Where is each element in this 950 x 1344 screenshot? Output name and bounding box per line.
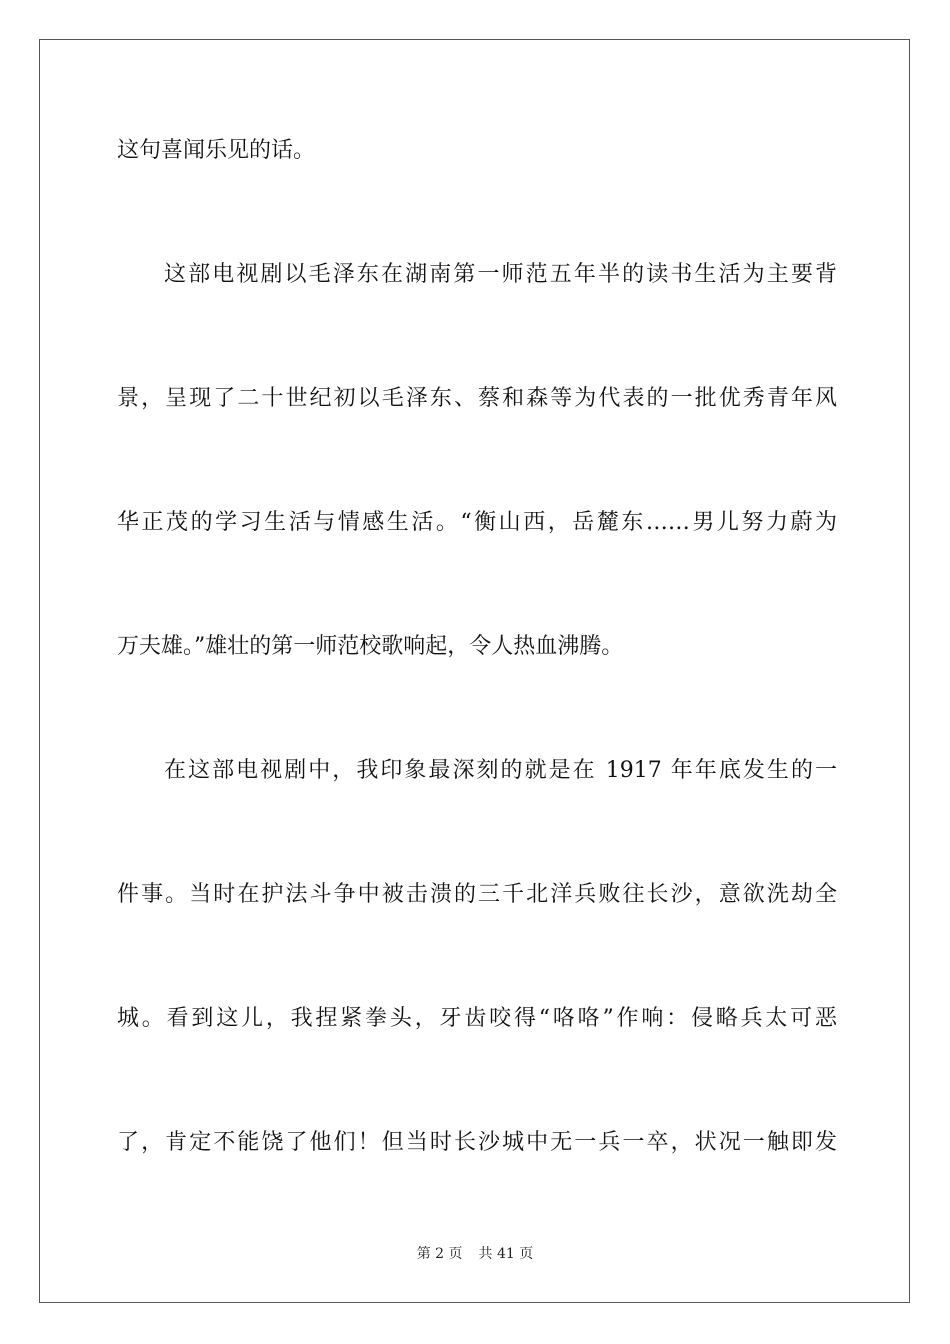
text-line-6: 在这部电视剧中，我印象最深刻的就是在 1917 年年底发生的一 <box>164 758 837 783</box>
text-line-8: 城。看到这儿，我捏紧拳头，牙齿咬得“咯咯”作响：侵略兵太可恶 <box>117 1006 837 1031</box>
text-line-4: 华正茂的学习生活与情感生活。“衡山西，岳麓东……男儿努力蔚为 <box>117 510 837 535</box>
page-border <box>39 39 910 1303</box>
text-line-7: 件事。当时在护法斗争中被击溃的三千北洋兵败往长沙，意欲洗劫全 <box>117 882 837 907</box>
text-line-9: 了，肯定不能饶了他们！但当时长沙城中无一兵一卒，状况一触即发 <box>117 1130 837 1155</box>
page-number: 第 2 页 <box>416 1246 463 1262</box>
page-footer <box>0 1244 950 1264</box>
text-line-5: 万夫雄。”雄壮的第一师范校歌响起，令人热血沸腾。 <box>117 634 624 659</box>
text-line-2: 这部电视剧以毛泽东在湖南第一师范五年半的读书生活为主要背 <box>164 262 837 287</box>
text-line-3: 景，呈现了二十世纪初以毛泽东、蔡和森等为代表的一批优秀青年风 <box>117 386 837 411</box>
text-line-1: 这句喜闻乐见的话。 <box>117 138 316 163</box>
page-total: 共 41 页 <box>478 1246 534 1262</box>
